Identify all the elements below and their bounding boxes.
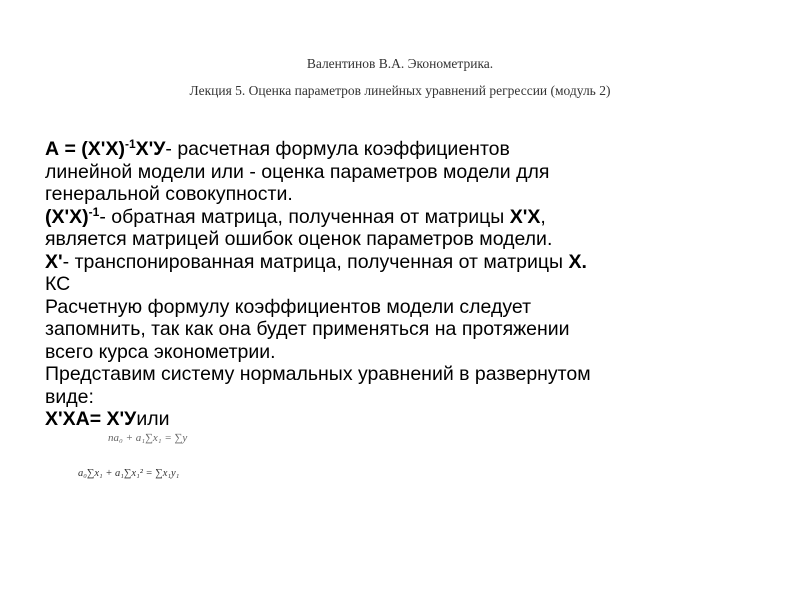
inverse-description: - обратная матрица, полученная от матрицы	[99, 205, 510, 228]
matrix-equation: Х'ХА= Х'У	[45, 408, 137, 430]
xx-matrix-term: Х'Х	[509, 205, 541, 228]
paragraph-inverse-line2: является матрицей ошибок оценок параметров модели.	[45, 228, 553, 250]
x-matrix-term: Х.	[568, 250, 587, 273]
inverse-superscript-2: -1	[88, 204, 100, 219]
header-author-title: Валентинов В.А. Эконометрика.	[306, 56, 494, 71]
paragraph-formula-line3: генеральной совокупности.	[45, 183, 293, 205]
header-lecture-title: Лекция 5. Оценка параметров линейных уравнений регрессии (модуль 2)	[189, 83, 611, 98]
paragraph-transpose-line1	[45, 251, 765, 274]
comma: ,	[540, 205, 546, 228]
paragraph-formula-line2: линейной модели или - оценка параметров модели для	[45, 160, 550, 183]
formula-a-lhs: А = (Х'Х)	[45, 138, 125, 160]
overlapping-formula-image: na₀ + a₁∑x₁ = ∑y	[108, 432, 188, 444]
slide-body	[45, 138, 765, 431]
paragraph-remember-line1: Расчетную формулу коэффициентов модели следует	[45, 295, 532, 318]
paragraph-system-line1: Представим систему нормальных уравнений в развернутом	[45, 363, 591, 385]
transpose-term: Х'	[45, 250, 63, 273]
paragraph-transpose-line2: КС	[45, 273, 71, 295]
paragraph-system-line2: виде:	[45, 385, 94, 408]
paragraph-remember-line3: всего курса эконометрии.	[45, 340, 276, 363]
paragraph-inverse-line1	[45, 206, 765, 229]
paragraph-formula-line1	[45, 138, 765, 161]
paragraph-remember-line2: запомнить, так как она будет применяться на протяжении	[45, 318, 570, 340]
normal-equation-formula: a₀∑x₁ + a₁∑x₁² = ∑x₁y₁	[78, 468, 180, 479]
or-word: или	[136, 408, 170, 430]
formula-description: - расчетная формула коэффициентов	[165, 138, 510, 160]
formula-xy: Х'У	[135, 138, 166, 160]
paragraph-matrix-equation	[45, 408, 765, 431]
transpose-description: - транспонированная матрица, полученная от матрицы	[62, 250, 569, 273]
inverse-matrix-term: (Х'Х)	[45, 205, 89, 228]
inverse-superscript: -1	[124, 137, 136, 151]
